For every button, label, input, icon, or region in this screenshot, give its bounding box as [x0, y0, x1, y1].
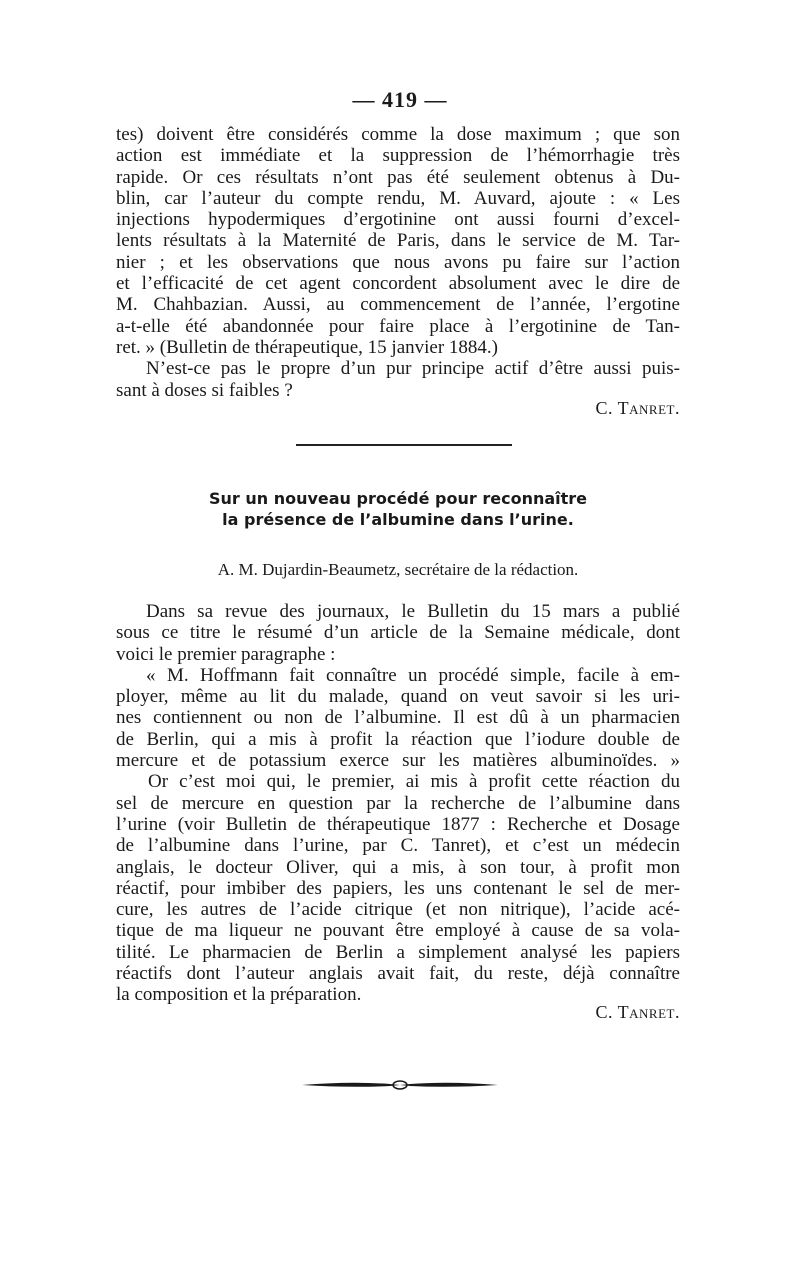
text-line: tique de ma liqueur ne pouvant être employé à cause de sa vola- — [116, 920, 680, 942]
article-title-line: Sur un nouveau procédé pour reconnaître — [208, 489, 588, 508]
text-line: Or c’est moi qui, le premier, ai mis à profit cette réaction du — [148, 771, 680, 793]
text-line: ployer, même au lit du malade, quand on veut savoir si les uri- — [116, 686, 680, 708]
text-line: ret. » (Bulletin de thérapeutique, 15 janvier 1884.) — [116, 336, 498, 358]
text-line: nier ; et les observations que nous avons pu faire sur l’action — [116, 251, 680, 273]
text-line: tilité. Le pharmacien de Berlin a simplement analysé les papiers — [116, 941, 680, 963]
signature-text: C. Tanret. — [595, 398, 680, 418]
text-line: sous ce titre le résumé d’un article de la Semaine médicale, dont — [116, 622, 680, 644]
author-text: A. M. Dujardin-Beaumetz, secrétaire de la rédaction. — [217, 560, 579, 579]
text-line: N’est-ce pas le propre d’un pur principe actif d’être aussi puis- — [146, 358, 680, 380]
text-line: et l’efficacité de cet agent concordent absolument avec le dire de — [116, 273, 680, 295]
text-line: l’urine (voir Bulletin de thérapeutique 1877 : Recherche et Dosage — [116, 813, 680, 835]
article-author — [116, 560, 680, 580]
article-title — [116, 488, 680, 530]
text-line: sant à doses si faibles ? — [116, 379, 293, 401]
text-line: action est immédiate et la suppression de l’hémorrhagie très — [116, 145, 680, 167]
text-line: rapide. Or ces résultats n’ont pas été seulement obtenus à Du- — [116, 166, 680, 188]
text-line: nes contiennent ou non de l’albumine. Il est dû à un pharmacien — [116, 707, 680, 729]
text-line: tes) doivent être considérés comme la dose maximum ; que son — [116, 124, 680, 145]
ornamental-rule-icon — [300, 1078, 500, 1092]
text-line: réactifs dont l’auteur anglais avait fait, du reste, déjà connaître — [116, 963, 680, 985]
text-line: « M. Hoffmann fait connaître un procédé simple, facile à em- — [146, 664, 680, 686]
signature — [116, 1002, 680, 1023]
text-line: mercure et de potassium exerce sur les matières albuminoïdes. » — [116, 750, 680, 772]
signature — [116, 398, 680, 419]
text-line: la composition et la préparation. — [116, 984, 362, 1006]
text-line: réactif, pour imbiber des papiers, les uns contenant le sel de mer- — [116, 877, 680, 899]
signature-text: C. Tanret. — [595, 1002, 680, 1022]
continuation-paragraph — [116, 124, 680, 401]
article-body — [116, 601, 680, 1006]
text-line: anglais, le docteur Oliver, qui a mis, à son tour, à profit mon — [116, 856, 680, 878]
text-line: M. Chahbazian. Aussi, au commencement de l’année, l’ergotine — [116, 294, 680, 316]
text-line: Dans sa revue des journaux, le Bulletin du 15 mars a publié — [146, 601, 680, 622]
text-line: injections hypodermiques d’ergotinine ont aussi fourni d’excel- — [116, 209, 680, 231]
text-line: a-t-elle été abandonnée pour faire place à l’ergotinine de Tan- — [116, 315, 680, 337]
text-line: lents résultats à la Maternité de Paris, dans le service de M. Tar- — [116, 230, 680, 252]
text-line: de Berlin, qui a mis à profit la réaction que l’iodure double de — [116, 728, 680, 750]
text-line: sel de mercure en question par la recherche de l’albumine dans — [116, 792, 680, 814]
article-title-line: la présence de l’albumine dans l’urine. — [222, 510, 574, 529]
text-line: voici le premier paragraphe : — [116, 643, 336, 665]
text-line: blin, car l’auteur du compte rendu, M. Auvard, ajoute : « Les — [116, 187, 680, 209]
text-line: de l’albumine dans l’urine, par C. Tanret), et c’est un médecin — [116, 835, 680, 857]
page-number: — 419 — — [352, 87, 448, 112]
text-line: cure, les autres de l’acide citrique (et non nitrique), l’acide acé- — [116, 899, 680, 921]
section-divider — [296, 444, 512, 446]
